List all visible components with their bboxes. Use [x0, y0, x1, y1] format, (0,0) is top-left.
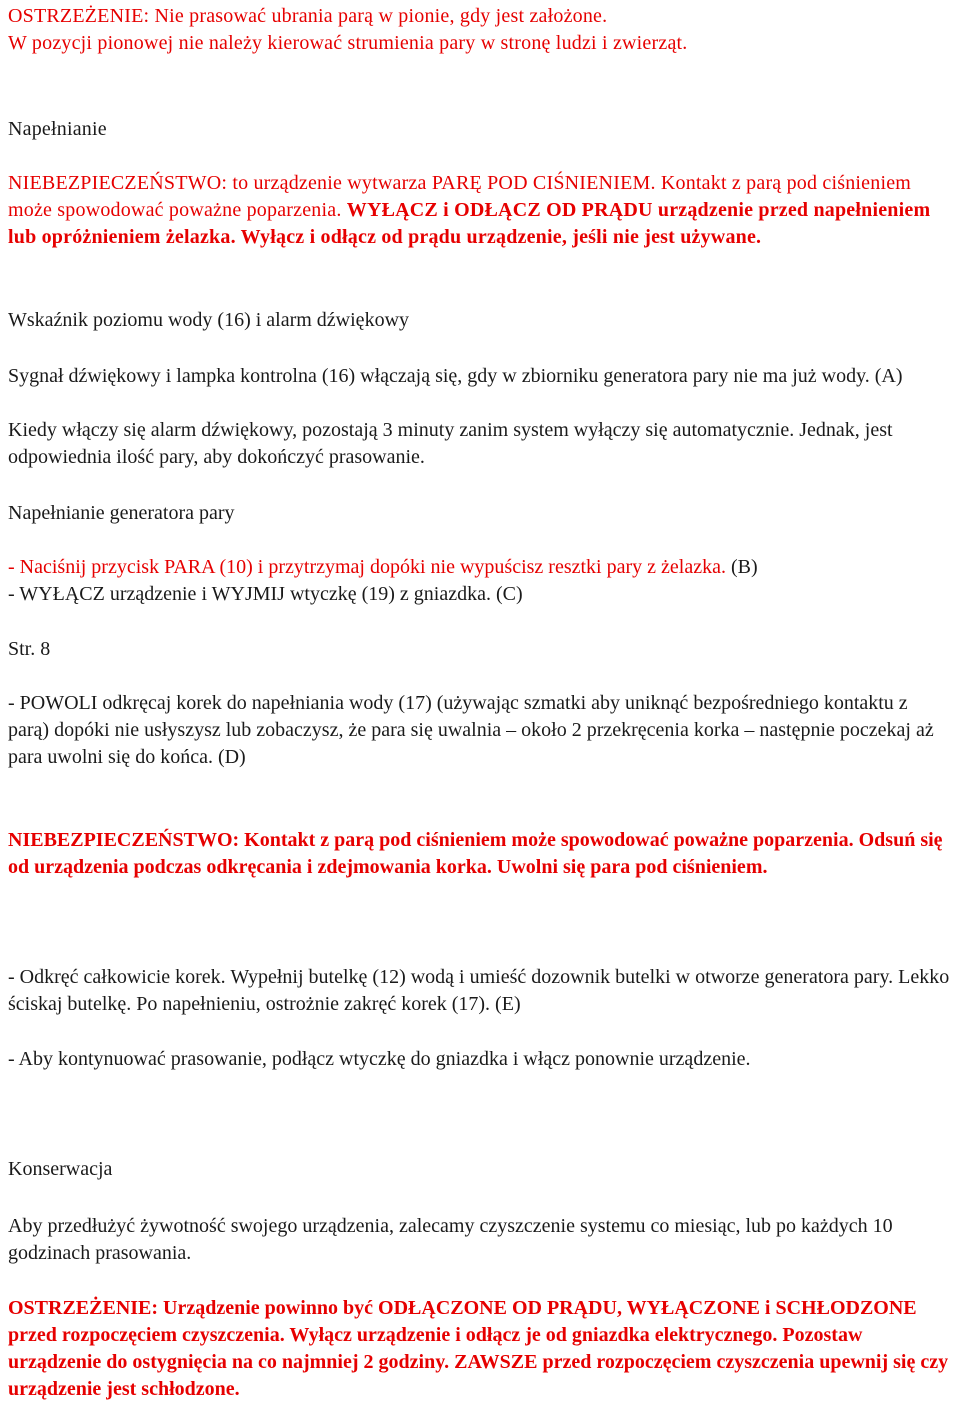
generator-step5: - Aby kontynuować prasowanie, podłącz wtyczkę do gniazdka i włącz ponownie urządzenie.	[8, 1048, 751, 1070]
water-level-text1: Sygnał dźwiękowy i lampka kontrolna (16) włączają się, gdy w zbiorniku generatora pary nie ma już wody. (A)	[8, 365, 903, 387]
page-label: Str. 8	[8, 638, 51, 660]
danger-warning-2: NIEBEZPIECZEŃSTWO: Kontakt z parą pod ciśnieniem może spowodować poważne poparzenia. Odsuń się od urządzenia podczas odkręcania i zdejmowania korka. Uwolni się para pod ciśnieniem.	[8, 829, 943, 878]
filling-danger	[8, 170, 952, 251]
filling-danger-bold: WYŁĄCZ i ODŁĄCZ OD PRĄDU urządzenie przed napełnieniem lub opróżnieniem żelazka. Wyłącz i odłącz od prądu urządzenie, jeśli nie jest używane.	[8, 199, 931, 248]
water-level-text2: Kiedy włączy się alarm dźwiękowy, pozostają 3 minuty zanim system wyłączy się automatycznie. Jednak, jest odpowiednia ilość pary, aby dokończyć prasowanie.	[8, 419, 893, 468]
generator-step4: - Odkręć całkowicie korek. Wypełnij butelkę (12) wodą i umieść dozownik butelki w otworze generatora pary. Lekko ściskaj butelkę. Po napełnieniu, ostrożnie zakręć korek (17). (E)	[8, 966, 950, 1015]
generator-step1-tail: (B)	[725, 556, 758, 578]
top-warning	[8, 3, 952, 57]
maintenance-heading: Konserwacja	[8, 1158, 113, 1180]
generator-step3: - POWOLI odkręcaj korek do napełniania wody (17) (używając szmatki aby uniknąć bezpośredniego kontaktu z parą) dopóki nie usłyszysz lub zobaczysz, że para się uwalnia – około 2 przekręcenia korka – następnie poczekaj aż para uwolni się do końca. (D)	[8, 692, 934, 768]
top-warning-line2: W pozycji pionowej nie należy kierować strumienia pary w stronę ludzi i zwierząt.	[8, 32, 688, 54]
generator-step1-red: - Naciśnij przycisk PARA (10) i przytrzymaj dopóki nie wypuścisz resztki pary z żelazka.	[8, 556, 726, 578]
generator-step1	[8, 554, 952, 581]
generator-filling-heading: Napełnianie generatora pary	[8, 502, 235, 524]
maintenance-warning: OSTRZEŻENIE: Urządzenie powinno być ODŁĄCZONE OD PRĄDU, WYŁĄCZONE i SCHŁODZONE przed rozpoczęciem czyszczenia. Wyłącz urządzenie i odłącz je od gniazdka elektrycznego. Pozostaw urządzenie do ostygnięcia na co najmniej 2 godziny. ZAWSZE przed rozpoczęciem czyszczenia upewnij się czy urządzenie jest schłodzone.	[8, 1297, 949, 1400]
filling-heading: Napełnianie	[8, 118, 107, 140]
maintenance-text: Aby przedłużyć żywotność swojego urządzenia, zalecamy czyszczenie systemu co miesiąc, lub po każdych 10 godzinach prasowania.	[8, 1215, 893, 1264]
water-level-heading: Wskaźnik poziomu wody (16) i alarm dźwiękowy	[8, 309, 410, 331]
filling-danger-text: NIEBEZPIECZEŃSTWO: to urządzenie wytwarza PARĘ POD CIŚNIENIEM. Kontakt z parą pod ciśnieniem może spowodować poważne poparzenia.	[8, 172, 912, 221]
top-warning-line1: OSTRZEŻENIE: Nie prasować ubrania parą w pionie, gdy jest założone.	[8, 5, 608, 27]
generator-step2: - WYŁĄCZ urządzenie i WYJMIJ wtyczkę (19) z gniazdka. (C)	[8, 583, 523, 605]
